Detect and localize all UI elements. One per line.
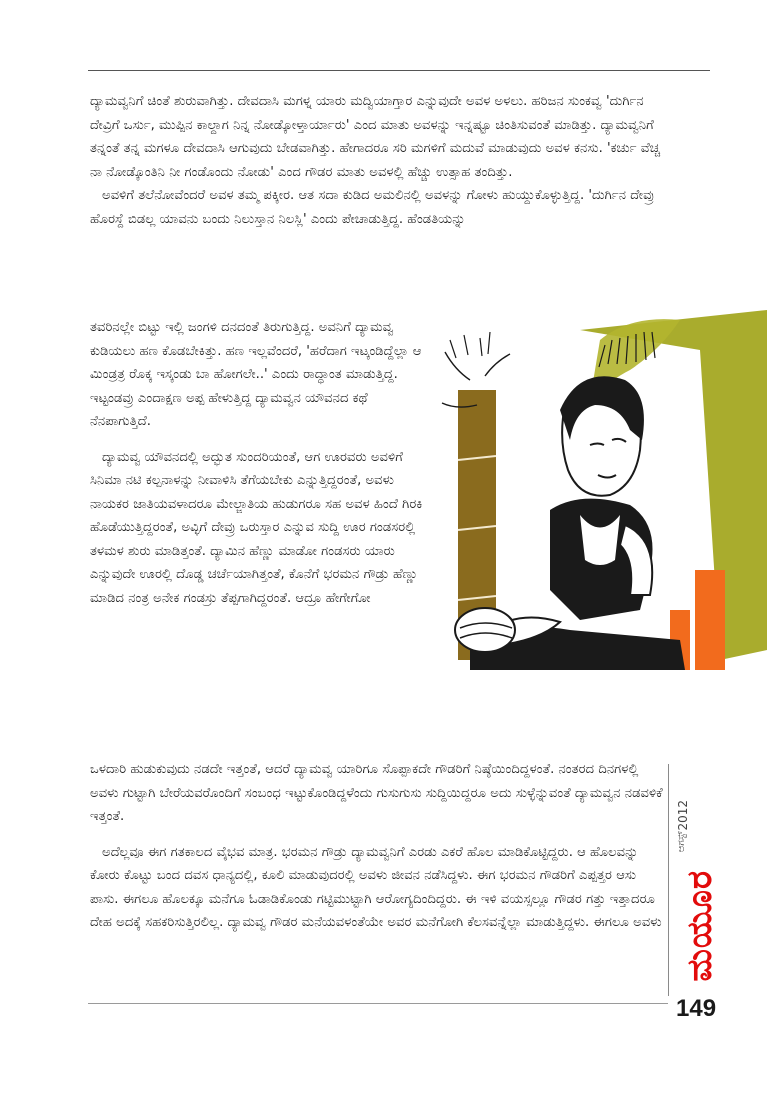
page-number: 149 [676,995,717,1022]
orange-bamboo [695,570,725,670]
article-column-top [90,90,665,231]
top-rule [88,70,710,71]
bottom-rule [88,1003,668,1004]
article-column-left [90,316,425,610]
article-paragraph-4: ಒಳದಾರಿ ಹುಡುಕುವುದು ನಡದೇ ಇತ್ತಂತೆ, ಆದರೆ ದ್ಯಾಮವ್ವ ಯಾರಿಗೂ ಸೊಪ್ಪಾಕದೇ ಗೌಡರಿಗೆ ನಿಷ್ಠೆಯಿಂದಿದ್ದಳಂತೆ. ನಂತರದ ದಿನಗಳಲ್ಲಿ ಅವಳು ಗುಟ್ಟಾಗಿ ಬೇರೆಯವರೊಂದಿಗೆ ಸಂಬಂಧ ಇಟ್ಟುಕೊಂಡಿದ್ದಳೆಂದು ಗುಸುಗುಸು ಸುದ್ದಿಯಿದ್ದರೂ ಅದು ಸುಳ್ಳೆನ್ನುವಂತೆ ದ್ಯಾಮವ್ವನ ನಡವಳಿಕೆ ಇತ್ತಂತೆ. [90,762,663,824]
magazine-logo: ಮಯೂರ [680,870,720,982]
woman-illustration [430,310,767,675]
article-paragraph-1: ದ್ಯಾಮವ್ವನಿಗೆ ಚಿಂತೆ ಶುರುವಾಗಿತ್ತು. ದೇವದಾಸಿ ಮಗಳ್ನ ಯಾರು ಮದ್ವಿಯಾಗ್ತಾರ ಎನ್ನುವುದೇ ಅವಳ ಅಳಲು. ಹರಿಜನ ಸುಂಕವ್ವ 'ದುರ್ಗಿನ ದೇವ್ರಿಗೆ ಒರ್ಸು, ಮುಪ್ಪಿನ ಕಾಲ್ದಾಗ ನಿನ್ನ ನೋಡ್ಕೋಳ್ತಾರ್ಯಾರು' ಎಂದ ಮಾತು ಅವಳನ್ನು ಇನ್ನಷ್ಟೂ ಚಿಂತಿಸುವಂತೆ ಮಾಡಿತ್ತು. ದ್ಯಾಮವ್ವನಿಗೆ ತನ್ನಂತೆ ತನ್ನ ಮಗಳೂ ದೇವದಾಸಿ ಆಗುವುದು ಬೇಡವಾಗಿತ್ತು. ಹೇಗಾದರೂ ಸರಿ ಮಗಳಿಗೆ ಮದುವೆ ಮಾಡುವುದು ಅವಳ ಕನಸು. 'ಕರ್ಚು ವೆಚ್ಚ ನಾ ನೋಡ್ಕೊಂತಿನಿ ನೀ ಗಂಡೊಂದು ನೋಡು' ಎಂದ ಗೌಡರ ಮಾತು ಅವಳಲ್ಲಿ ಹೆಚ್ಚು ಉತ್ಸಾಹ ತಂದಿತ್ತು. [90,94,661,180]
illustration-artwork [430,310,767,675]
side-rule [668,764,669,996]
article-paragraph-3: ದ್ಯಾಮವ್ವ ಯೌವನದಲ್ಲಿ ಅದ್ಭುತ ಸುಂದರಿಯಂತೆ, ಆಗ ಊರವರು ಅವಳಿಗೆ ಸಿನಿಮಾ ನಟಿ ಕಲ್ಪನಾಳನ್ನು ನೀವಾಳಿಸಿ ತೆಗೆಯಬೇಕು ಎನ್ನುತ್ತಿದ್ದರಂತೆ, ಅವಳು ನಾಯಕರ ಜಾತಿಯವಳಾದರೂ ಮೇಲ್ಜಾತಿಯ ಹುಡುಗರೂ ಸಹ ಅವಳ ಹಿಂದೆ ಗಿರಕಿ ಹೊಡೆಯುತ್ತಿದ್ದರಂತೆ, ಅವ್ಳಿಗೆ ದೇವ್ರು ಒರುಸ್ತಾರ ಎನ್ನುವ ಸುದ್ದಿ ಊರ ಗಂಡಸರಲ್ಲಿ ತಳಮಳ ಶುರು ಮಾಡಿತ್ತಂತೆ. ದ್ಯಾಮಿನ ಹೆಣ್ಣು ಮಾಡೋ ಗಂಡಸರು ಯಾರು ಎನ್ನುವುದೇ ಊರಲ್ಲಿ ದೊಡ್ಡ ಚರ್ಚೆಯಾಗಿತ್ತಂತೆ, ಕೊನೆಗೆ ಭರಮನ ಗೌಡ್ರು ಹೆಣ್ಣು ಮಾಡಿದ ನಂತ್ರ ಅನೇಕ ಗಂಡಸ್ರು ತೆಪ್ಪಗಾಗಿದ್ದರಂತೆ. ಆದ್ರೂ ಹೇಗೇಗೋ [90,449,423,606]
article-paragraph-2a: ಅವಳಿಗೆ ತಲೆನೋವೆಂದರೆ ಅವಳ ತಮ್ಮ ಪಕ್ಕೀರ. ಆತ ಸದಾ ಕುಡಿದ ಅಮಲಿನಲ್ಲಿ ಅವಳನ್ನು ಗೋಳು ಹುಯ್ದುಕೊಳ್ಳುತ್ತಿದ್ದ. 'ದುರ್ಗಿನ ದೇವ್ರು ಹೊರಸ್ದೆ ಬಿಡಲ್ಲ ಯಾವನು ಬಂದು ನಿಲುಸ್ತಾನ ನಿಲಸ್ಲಿ' ಎಂದು ಪೇಚಾಡುತ್ತಿದ್ದ. ಹೆಂಡತಿಯನ್ನು [90,188,655,227]
article-paragraph-2b: ತವರಿನಲ್ಲೇ ಬಿಟ್ಟು ಇಲ್ಲಿ ಜಂಗಳಿ ದನದಂತೆ ತಿರುಗುತ್ತಿದ್ದ. ಅವನಿಗೆ ದ್ಯಾಮವ್ವ ಕುಡಿಯಲು ಹಣ ಕೊಡಬೇಕಿತ್ತು. ಹಣ ಇಲ್ಲವೆಂದರೆ, 'ಹರೆದಾಗ ಇಟ್ಕಂಡಿದ್ದೆಲ್ಲಾ ಆ ಮಿಂಡ್ರತ್ರ ರೊಕ್ಕ ಇಸ್ಕಂಡು ಬಾ ಹೋಗಲೇ..' ಎಂದು ರಾದ್ಧಾಂತ ಮಾಡುತ್ತಿದ್ದ. ಇಟ್ಟಂಡವ್ರು ಎಂದಾಕ್ಷಣ ಅಪ್ಪ ಹೇಳುತ್ತಿದ್ದ ದ್ಯಾಮವ್ವನ ಯೌವನದ ಕಥೆ ನೆನಪಾಗುತ್ತಿದೆ. [90,320,422,429]
issue-month: ಆಗಸ್ಟ್ [676,831,687,853]
issue-year: 2012 [676,800,690,831]
article-paragraph-5: ಅದೆಲ್ಲವೂ ಈಗ ಗತಕಾಲದ ವೈಭವ ಮಾತ್ರ. ಭರಮನ ಗೌಡ್ರು ದ್ಯಾಮವ್ವನಿಗೆ ಎರಡು ಎಕರೆ ಹೊಲ ಮಾಡಿಕೊಟ್ಟಿದ್ದರು. ಆ ಹೊಲವನ್ನು ಕೋರು ಕೊಟ್ಟು ಬಂದ ದವಸ ಧಾನ್ಯದಲ್ಲಿ, ಕೂಲಿ ಮಾಡುವುದರಲ್ಲಿ ಅವಳು ಜೀವನ ನಡೆಸಿದ್ದಳು. ಈಗ ಭರಮನ ಗೌಡರಿಗೆ ಎಪ್ಪತ್ತರ ಆಸು ಪಾಸು. ಈಗಲೂ ಹೊಲಕ್ಕೂ ಮನೆಗೂ ಓಡಾಡಿಕೊಂಡು ಗಟ್ಟಿಮುಟ್ಟಾಗಿ ಆರೋಗ್ಯದಿಂದಿದ್ದರು. ಈ ಇಳಿ ವಯಸ್ಸಲ್ಲೂ ಗೌಡರ ಗತ್ತು ಇತ್ತಾದರೂ ದೇಹ ಅದಕ್ಕೆ ಸಹಕರಿಸುತ್ತಿರಲಿಲ್ಲ. ದ್ಯಾಮವ್ವ ಗೌಡರ ಮನೆಯವಳಂತೆಯೇ ಅವರ ಮನೆಗೋಗಿ ಕೆಲಸವನ್ನೆಲ್ಲಾ ಮಾಡುತ್ತಿದ್ದಳು. ಈಗಲೂ ಅವಳು [90,844,662,930]
article-column-bottom [90,758,665,935]
